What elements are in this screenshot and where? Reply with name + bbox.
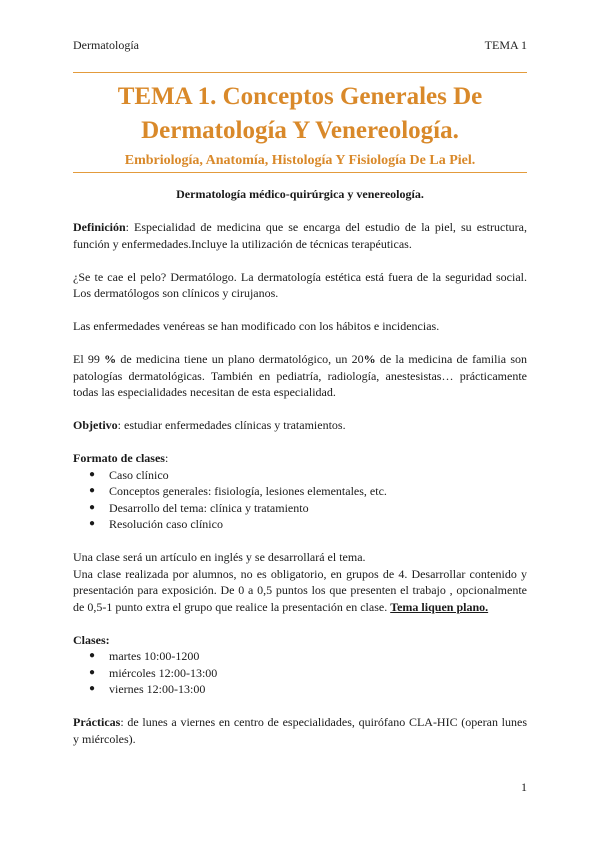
practicas-text: : de lunes a viernes en centro de especialidades, quirófano CLA-HIC (operan lunes y miércoles). <box>73 715 527 746</box>
formato-colon: : <box>164 451 169 465</box>
bullet-icon: ● <box>89 650 96 661</box>
definicion-paragraph <box>73 219 527 252</box>
formato-heading <box>73 450 527 467</box>
title-line-1: TEMA 1. Conceptos Generales De <box>117 83 483 110</box>
bullet-icon: ● <box>89 468 96 480</box>
header-right: TEMA 1 <box>484 38 527 52</box>
section-heading: Dermatología médico-quirúrgica y venereología. <box>176 187 424 201</box>
list-item-text: Desarrollo del tema: clínica y tratamiento <box>109 500 309 515</box>
venereas-paragraph: Las enfermedades venéreas se han modificado con los hábitos e incidencias. <box>73 319 440 333</box>
list-item <box>73 483 527 500</box>
list-item <box>73 665 527 682</box>
bullet-icon: ● <box>89 501 96 513</box>
list-item-text: Caso clínico <box>109 467 169 482</box>
clase-articulo-paragraph: Una clase será un artículo en inglés y se desarrollará el tema. <box>73 550 366 564</box>
top-divider <box>73 72 527 73</box>
objetivo-paragraph <box>73 417 527 434</box>
header-left: Dermatología <box>73 38 139 52</box>
list-item <box>73 467 527 484</box>
clases-heading <box>73 632 527 649</box>
list-item-text: viernes 12:00-13:00 <box>109 682 206 696</box>
percent-sign-2: % <box>363 352 376 366</box>
tema-highlight: Tema liquen plano. <box>390 599 489 614</box>
page-number: 1 <box>521 780 527 794</box>
formato-label: Formato de clases <box>73 451 165 465</box>
list-item <box>73 648 527 665</box>
title-line-2: Dermatología Y Venereología. <box>141 117 459 144</box>
list-item <box>73 500 527 517</box>
list-item-text: martes 10:00-1200 <box>109 649 200 663</box>
page-header <box>73 38 527 53</box>
percent-sign-1: % <box>104 352 117 366</box>
practicas-label: Prácticas <box>73 715 121 729</box>
pelo-paragraph: ¿Se te cae el pelo? Dermatólogo. La dermatología estética está fuera de la seguridad social. Los dermatólogos son clínicos y cirujanos. <box>73 269 527 300</box>
formato-list <box>73 467 527 533</box>
list-item-text: Resolución caso clínico <box>109 517 223 531</box>
clases-label: Clases: <box>73 632 110 647</box>
bullet-icon: ● <box>89 683 96 694</box>
subtitle: Embriología, Anatomía, Histología Y Fisiología De La Piel. <box>124 153 476 168</box>
porcentajes-part-3: de la medicina de familia son patologías dermatológicas. También en pediatría, radiología, anestesistas… prácticamente todas las especialidades necesitan de esta especialidad. <box>73 352 527 399</box>
definicion-text: : Especialidad de medicina que se encarga del estudio de la piel, su estructura, función y enfermedades.Incluye la utilización de técnicas terapéuticas. <box>73 220 527 251</box>
list-item-text: miércoles 12:00-13:00 <box>109 665 218 680</box>
list-item <box>73 681 527 698</box>
clase-alumnos-paragraph <box>73 566 527 616</box>
definicion-label: Definición <box>73 220 126 234</box>
list-item-text: Conceptos generales: fisiología, lesiones elementales, etc. <box>109 484 387 498</box>
porcentajes-part-1: El 99 <box>73 352 105 366</box>
list-item <box>73 516 527 533</box>
porcentajes-paragraph <box>73 351 527 401</box>
bullet-icon: ● <box>89 518 96 529</box>
bullet-icon: ● <box>89 666 96 678</box>
bottom-divider <box>73 172 527 173</box>
clases-list <box>73 648 527 698</box>
practicas-paragraph <box>73 714 527 747</box>
porcentajes-part-2: de medicina tiene un plano dermatológico, un 20 <box>116 352 364 366</box>
clase-alumnos-text: Una clase realizada por alumnos, no es obligatorio, en grupos de 4. Desarrollar contenido y presentación para exposición. De 0 a 0,5 puntos los que presenten el trabajo , opcionalmente de 0,5-1 punto extra el grupo que realice la presentación en clase. <box>73 566 527 614</box>
document-body <box>73 186 527 747</box>
objetivo-text: : estudiar enfermedades clínicas y tratamientos. <box>117 418 346 432</box>
title-block <box>73 80 527 171</box>
objetivo-label: Objetivo <box>73 418 118 432</box>
bullet-icon: ● <box>89 485 96 496</box>
